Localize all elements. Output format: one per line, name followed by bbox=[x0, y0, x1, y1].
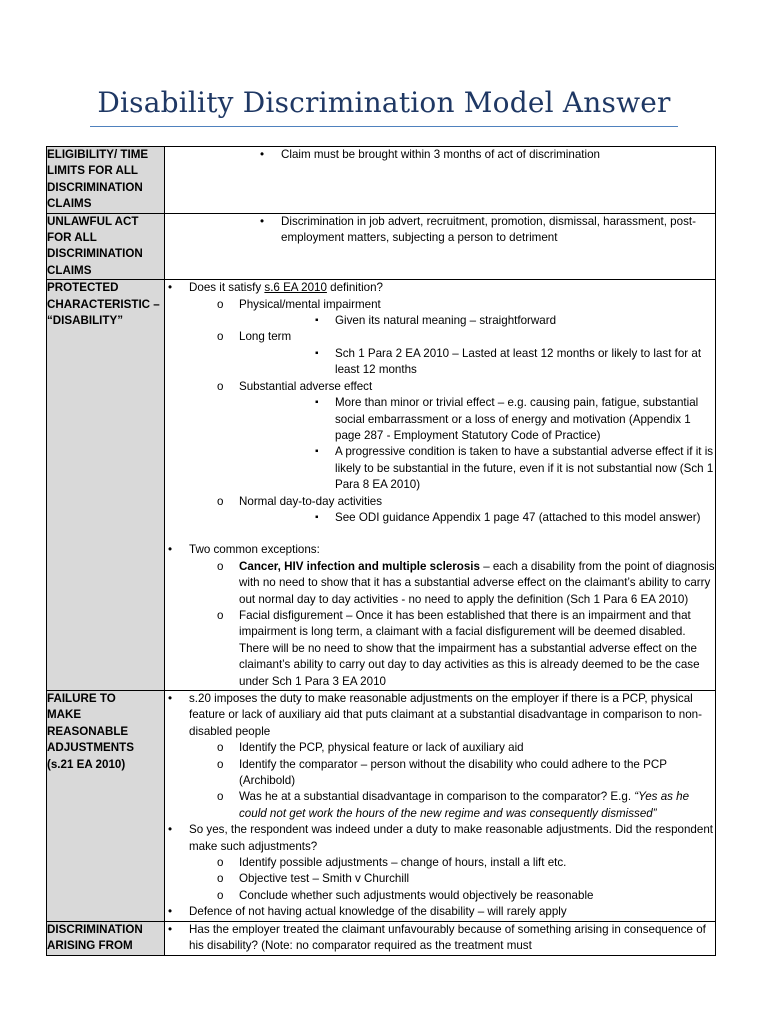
list-item: o Identify possible adjustments – change of hours, install a lift etc. bbox=[189, 855, 715, 871]
title-underline bbox=[90, 126, 678, 127]
content-eligibility bbox=[165, 147, 716, 214]
list-item: o Identify the comparator – person without the disability who could adhere to the PCP (Archibold) bbox=[189, 757, 715, 790]
list-item: ▪ See ODI guidance Appendix 1 page 47 (attached to this model answer) bbox=[239, 510, 715, 526]
list-item: • Two common exceptions: o Cancer, HIV infection and multiple sclerosis – each a disability from the point of diagnosis with no need to show that it has a substantial adverse effect on the claimant’s ability to carry out normal day to day activities - no need to apply the definition (Sch 1 Para 6 EA 2010) o Facial disfigurement – Once it has been established that there is an impairment and that impairment is long term, a claimant with a facial disfigurement will be deemed disabled. There will be no need to show that the impairment has a substantial adverse effect on the claimant’s ability to carry out day to day activities as this is already deemed to be the case under Sch 1 Para 3 EA 2010 bbox=[165, 542, 715, 690]
list-item: o Cancer, HIV infection and multiple sclerosis – each a disability from the point of diagnosis with no need to show that it has a substantial adverse effect on the claimant’s ability to carry out normal day to day activities - no need to apply the definition (Sch 1 Para 6 EA 2010) bbox=[189, 559, 715, 608]
list-item: • Does it satisfy s.6 EA 2010 definition? o Physical/mental impairment ▪ Given its natural meaning – straightforward o Long term ▪ Sch 1 Para 2 EA 2010 – Lasted at least 12 months or likely to last for at least 12 months o Substantial adverse effect ▪ More than minor or trivial effect – e.g. causing pain, fatigue, substantial social embarrassment or a loss of energy and motivation (Appendix 1 page 287 - Employment Statutory Code of Practice) ▪ A progressive condition is taken to have a substantial adverse effect if it is likely to be substantial in the future, even if it is not substantial now (Sch 1 Para 8 EA 2010) o Normal day-to-day activities ▪ See ODI guidance Appendix 1 page 47 (attached to this model answer) bbox=[165, 280, 715, 542]
list-item: • Claim must be brought within 3 months of act of discrimination bbox=[257, 147, 715, 163]
list-item: o Substantial adverse effect ▪ More than minor or trivial effect – e.g. causing pain, fatigue, substantial social embarrassment or a loss of energy and motivation (Appendix 1 page 287 - Employment Statutory Code of Practice) ▪ A progressive condition is taken to have a substantial adverse effect if it is likely to be substantial in the future, even if it is not substantial now (Sch 1 Para 8 EA 2010) bbox=[189, 379, 715, 494]
label-unlawful-act: UNLAWFUL ACT FOR ALL DISCRIMINATION CLAIMS bbox=[47, 213, 165, 280]
list-item: • So yes, the respondent was indeed under a duty to make reasonable adjustments. Did the respondent make such adjustments? o Identify possible adjustments – change of hours, install a lift etc. o Objective test – Smith v Churchill o Conclude whether such adjustments would objectively be reasonable bbox=[165, 822, 715, 904]
list-item: • Discrimination in job advert, recruitment, promotion, dismissal, harassment, post-employment matters, subjecting a person to detriment bbox=[257, 214, 715, 247]
list-item: o Normal day-to-day activities ▪ See ODI guidance Appendix 1 page 47 (attached to this model answer) bbox=[189, 494, 715, 527]
list-item: o Conclude whether such adjustments would objectively be reasonable bbox=[189, 888, 715, 904]
model-answer-table bbox=[46, 146, 716, 956]
list-item: ▪ Given its natural meaning – straightforward bbox=[239, 313, 715, 329]
list-item: • Defence of not having actual knowledge of the disability – will rarely apply bbox=[165, 904, 715, 920]
statute-reference: s.6 EA 2010 bbox=[264, 281, 327, 295]
list-item: o Was he at a substantial disadvantage in comparison to the comparator? E.g. “Yes as he could not get work the hours of the new regime and was consequently dismissed” bbox=[189, 789, 715, 822]
list-item: • s.20 imposes the duty to make reasonable adjustments on the employer if there is a PCP, physical feature or lack of auxiliary aid that puts claimant at a substantial disadvantage in comparison to non-disabled people o Identify the PCP, physical feature or lack of auxiliary aid o Identify the comparator – person without the disability who could adhere to the PCP (Archibold) o Was he at a substantial disadvantage in comparison to the comparator? E.g. “Yes as he could not get work the hours of the new regime and was consequently dismissed” bbox=[165, 691, 715, 822]
row-eligibility bbox=[47, 147, 716, 214]
label-discrimination-arising: DISCRIMINATION ARISING FROM bbox=[47, 921, 165, 955]
document-title: Disability Discrimination Model Answer bbox=[97, 86, 671, 119]
content-protected-characteristic bbox=[165, 280, 716, 691]
list-item: ▪ A progressive condition is taken to have a substantial adverse effect if it is likely to be substantial in the future, even if it is not substantial now (Sch 1 Para 8 EA 2010) bbox=[239, 444, 715, 493]
list-item: o Facial disfigurement – Once it has been established that there is an impairment and that impairment is long term, a claimant with a facial disfigurement will be deemed disabled. There will be no need to show that the impairment has a substantial adverse effect on the claimant’s ability to carry out day to day activities as this is already deemed to be the case under Sch 1 Para 3 EA 2010 bbox=[189, 608, 715, 690]
list-item: o Objective test – Smith v Churchill bbox=[189, 871, 715, 887]
label-eligibility: ELIGIBILITY/ TIME LIMITS FOR ALL DISCRIMINATION CLAIMS bbox=[47, 147, 165, 214]
list-item: ▪ Sch 1 Para 2 EA 2010 – Lasted at least 12 months or likely to last for at least 12 months bbox=[239, 346, 715, 379]
label-protected-characteristic: PROTECTED CHARACTERISTIC – “DISABILITY” bbox=[47, 280, 165, 691]
content-discrimination-arising bbox=[165, 921, 716, 955]
list-item: o Long term ▪ Sch 1 Para 2 EA 2010 – Lasted at least 12 months or likely to last for at least 12 months bbox=[189, 329, 715, 378]
list-item: o Identify the PCP, physical feature or lack of auxiliary aid bbox=[189, 740, 715, 756]
list-item: o Physical/mental impairment ▪ Given its natural meaning – straightforward bbox=[189, 297, 715, 330]
list-item: • Has the employer treated the claimant unfavourably because of something arising in consequence of his disability? (Note: no comparator required as the treatment must bbox=[165, 922, 715, 955]
content-reasonable-adjustments bbox=[165, 691, 716, 922]
row-unlawful-act bbox=[47, 213, 716, 280]
row-reasonable-adjustments bbox=[47, 691, 716, 922]
label-reasonable-adjustments: FAILURE TO MAKE REASONABLE ADJUSTMENTS (s.21 EA 2010) bbox=[47, 691, 165, 922]
row-protected-characteristic bbox=[47, 280, 716, 691]
content-unlawful-act bbox=[165, 213, 716, 280]
row-discrimination-arising bbox=[47, 921, 716, 955]
list-item: ▪ More than minor or trivial effect – e.g. causing pain, fatigue, substantial social embarrassment or a loss of energy and motivation (Appendix 1 page 287 - Employment Statutory Code of Practice) bbox=[239, 395, 715, 444]
